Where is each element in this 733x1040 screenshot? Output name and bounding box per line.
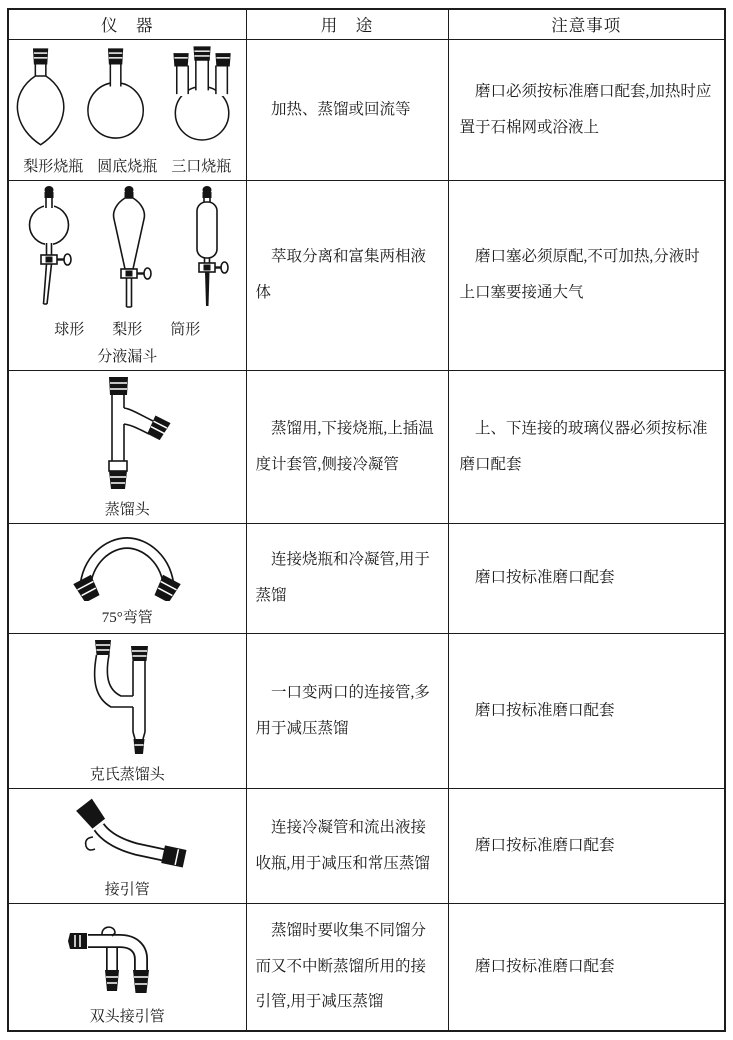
three-neck-flask-icon: [161, 44, 243, 150]
note-cell: [448, 370, 725, 523]
use-cell: [246, 633, 448, 788]
claisen-head-drawing: [11, 638, 244, 758]
note-cell: [448, 903, 725, 1031]
note-text: 磨口按标准磨口配套: [475, 836, 615, 854]
table-row-claisen-head: [8, 633, 725, 788]
note-text: 上、下连接的玻璃仪器必须按标准磨口配套: [459, 419, 708, 473]
table-row-distillation-head: [8, 370, 725, 523]
instrument-label: 接引管: [104, 881, 150, 898]
note-cell: [448, 180, 725, 370]
use-text: 蒸馏用,下接烧瓶,上插温度计套管,侧接冷凝管: [255, 419, 434, 473]
use-cell: [246, 370, 448, 523]
pear-separatory-funnel-icon: [100, 185, 158, 313]
table-row-receiving-adapter: [8, 788, 725, 903]
funnel-group-label: 分液漏斗: [97, 348, 158, 365]
funnel-label: 梨形: [112, 321, 143, 338]
note-cell: [448, 788, 725, 903]
note-text: 磨口必须按标准磨口配套,加热时应置于石棉网或浴液上: [459, 82, 712, 136]
double-receiving-adapter-drawing: [11, 908, 244, 1000]
note-cell: [448, 523, 725, 633]
note-cell: [448, 39, 725, 180]
note-cell: [448, 633, 725, 788]
distillation-head-drawing: [11, 375, 244, 493]
table-row-separatory-funnels: [8, 180, 725, 370]
bend-tube-drawing: [11, 529, 244, 601]
instrument-cell: [8, 788, 246, 903]
use-cell: [246, 39, 448, 180]
note-text: 磨口按标准磨口配套: [475, 957, 615, 975]
spherical-separatory-funnel-icon: [20, 185, 78, 313]
bend-tube-icon: [57, 529, 197, 601]
instrument-cell: [8, 180, 246, 370]
use-text: 蒸馏时要收集不同馏分而又不中断蒸馏所用的接引管,用于减压蒸馏: [255, 922, 427, 1011]
instrument-label: 克氏蒸馏头: [89, 766, 165, 783]
table-row-flasks: [8, 39, 725, 180]
table-row-double-receiving-adapter: [8, 903, 725, 1031]
instrument-label: 75°弯管: [101, 610, 153, 626]
flask-label: 三口烧瓶: [171, 158, 232, 175]
flask-label: 圆底烧瓶: [97, 158, 158, 175]
flask-label: 梨形烧瓶: [23, 158, 84, 175]
receiving-adapter-icon: [66, 793, 188, 873]
instrument-cell: [8, 633, 246, 788]
receiving-adapter-drawing: [11, 793, 244, 873]
use-text: 萃取分离和富集两相液体: [255, 248, 427, 301]
pear-shaped-flask-icon: [11, 44, 70, 150]
instrument-cell: [8, 523, 246, 633]
use-cell: [246, 180, 448, 370]
funnel-drawings: [11, 185, 244, 313]
note-text: 磨口塞必须原配,不可加热,分液时上口塞要接通大气: [459, 248, 700, 301]
funnel-label: 筒形: [170, 321, 201, 338]
flask-drawings: [11, 44, 244, 150]
instrument-label: 蒸馏头: [104, 501, 150, 518]
funnel-labels: [11, 318, 244, 339]
use-text: 加热、蒸馏或回流等: [271, 100, 411, 118]
cylindrical-separatory-funnel-icon: [180, 185, 234, 313]
glassware-table: [7, 8, 726, 1032]
header-row: [8, 9, 725, 39]
use-text: 连接烧瓶和冷凝管,用于蒸馏: [255, 551, 430, 604]
use-cell: [246, 903, 448, 1031]
instrument-cell: [8, 39, 246, 180]
col-header-instrument: 仪 器: [8, 9, 246, 39]
table-row-bend-tube: [8, 523, 725, 633]
use-cell: [246, 523, 448, 633]
note-text: 磨口按标准磨口配套: [475, 569, 615, 587]
instrument-label: 双头接引管: [89, 1008, 165, 1025]
use-text: 一口变两口的连接管,多用于减压蒸馏: [255, 683, 430, 737]
note-text: 磨口按标准磨口配套: [475, 701, 615, 719]
funnel-label: 球形: [54, 321, 85, 338]
instrument-cell: [8, 903, 246, 1031]
instrument-cell: [8, 370, 246, 523]
round-bottom-flask-icon: [86, 44, 145, 150]
distillation-head-icon: [79, 375, 175, 493]
claisen-head-icon: [89, 638, 165, 758]
col-header-use: 用 途: [246, 9, 448, 39]
use-text: 连接冷凝管和流出液接收瓶,用于减压和常压蒸馏: [255, 818, 430, 872]
double-receiving-adapter-icon: [66, 908, 188, 1000]
use-cell: [246, 788, 448, 903]
flask-labels: [11, 155, 244, 176]
col-header-notes: 注意事项: [448, 9, 725, 39]
